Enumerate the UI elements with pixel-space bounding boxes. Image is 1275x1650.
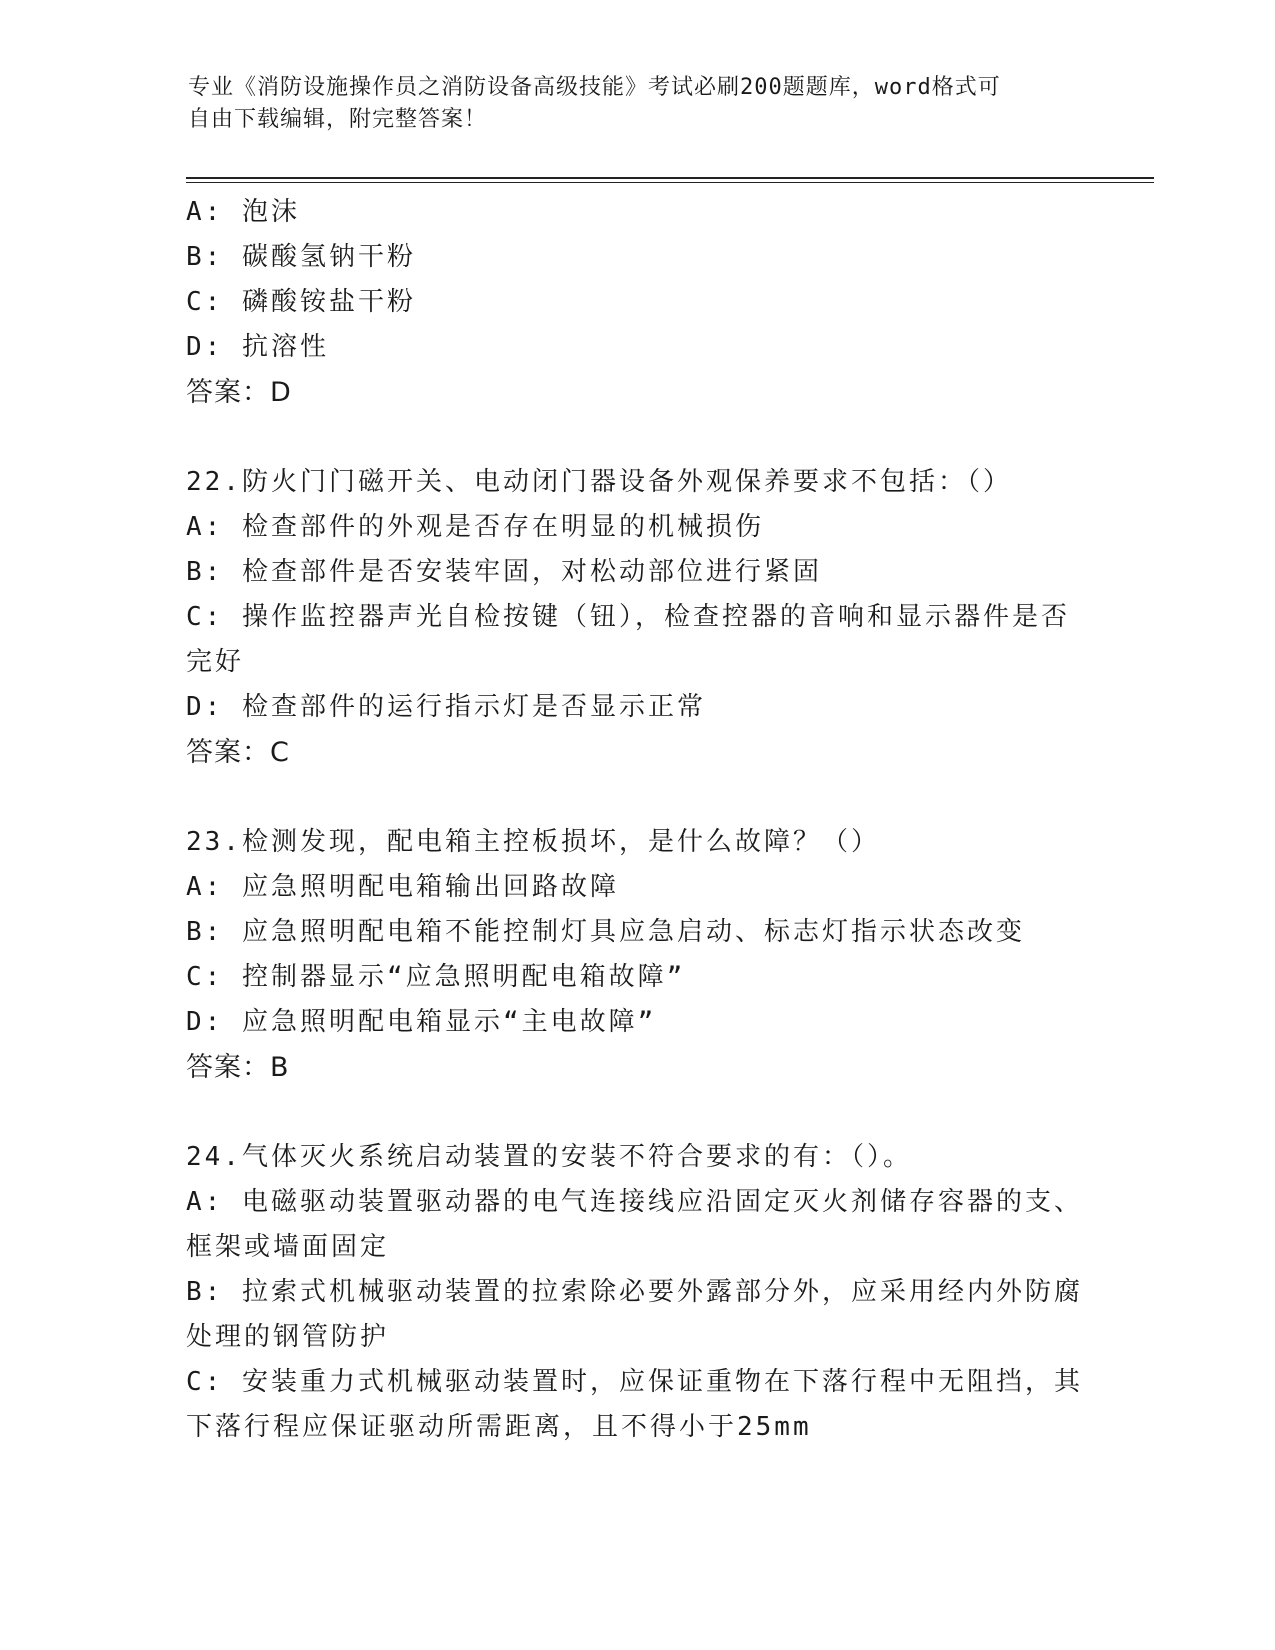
option-d: D: 抗溶性 <box>186 332 329 362</box>
question-24 <box>186 1135 1086 1450</box>
question-23 <box>186 820 1086 1090</box>
option-c: C: 控制器显示“应急照明配电箱故障” <box>186 962 686 992</box>
option-c: C: 操作监控器声光自检按键（钮），检查控器的音响和显示器件是否 <box>186 602 1070 632</box>
option-c: C: 安装重力式机械驱动装置时，应保证重物在下落行程中无阻挡，其 <box>186 1367 1083 1397</box>
option-a-continued: 框架或墙面固定 <box>186 1232 390 1262</box>
answer: 答案：D <box>186 377 292 408</box>
question-text: 23.检测发现，配电箱主控板损坏，是什么故障？（） <box>186 827 880 857</box>
option-b-continued: 处理的钢管防护 <box>186 1322 390 1352</box>
option-a: A: 电磁驱动装置驱动器的电气连接线应沿固定灭火剂储存容器的支、 <box>186 1187 1083 1217</box>
question-text: 22.防火门门磁开关、电动闭门器设备外观保养要求不包括：（） <box>186 467 1012 497</box>
option-c-continued: 完好 <box>186 647 245 677</box>
option-b: B: 应急照明配电箱不能控制灯具应急启动、标志灯指示状态改变 <box>186 917 1025 947</box>
question-text: 24.气体灭火系统启动装置的安装不符合要求的有：（）。 <box>186 1142 912 1172</box>
question-22 <box>186 460 1086 775</box>
header-line-1: 专业《消防设施操作员之消防设备高级技能》考试必刷200题题库，word格式可 <box>188 75 1001 100</box>
page-header <box>188 72 1088 136</box>
header-rule-thin <box>186 182 1154 183</box>
option-d: D: 应急照明配电箱显示“主电故障” <box>186 1007 657 1037</box>
option-a: A: 检查部件的外观是否存在明显的机械损伤 <box>186 512 764 542</box>
question-21 <box>186 190 1086 415</box>
question-content <box>186 190 1086 1450</box>
option-a: A: 应急照明配电箱输出回路故障 <box>186 872 619 902</box>
option-c: C: 磷酸铵盐干粉 <box>186 287 416 317</box>
answer: 答案：C <box>186 737 290 768</box>
option-c-continued: 下落行程应保证驱动所需距离，且不得小于25mm <box>186 1412 812 1442</box>
option-a: A: 泡沫 <box>186 197 300 227</box>
answer: 答案：B <box>186 1052 290 1083</box>
header-rule-thick <box>186 177 1154 179</box>
option-b: B: 检查部件是否安装牢固，对松动部位进行紧固 <box>186 557 822 587</box>
option-d: D: 检查部件的运行指示灯是否显示正常 <box>186 692 706 722</box>
option-b: B: 碳酸氢钠干粉 <box>186 242 416 272</box>
header-line-2: 自由下载编辑，附完整答案！ <box>188 107 488 132</box>
option-b: B: 拉索式机械驱动装置的拉索除必要外露部分外，应采用经内外防腐 <box>186 1277 1083 1307</box>
